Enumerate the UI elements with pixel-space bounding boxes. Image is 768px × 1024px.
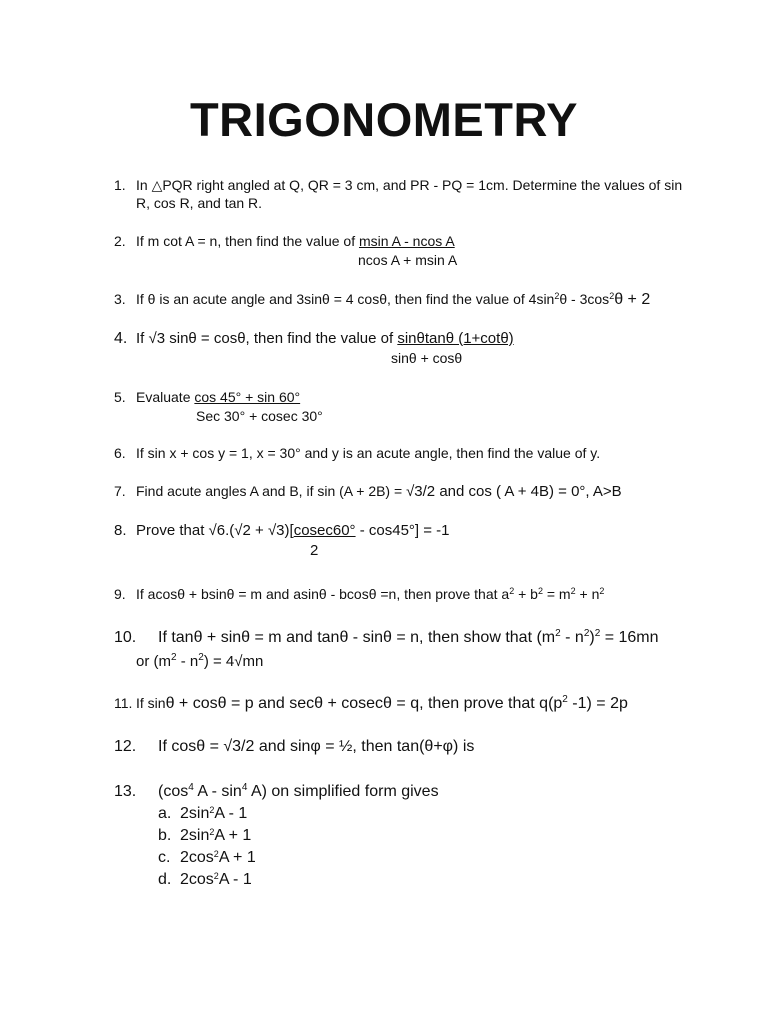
superscript: 2 xyxy=(599,586,605,596)
superscript: 2 xyxy=(594,628,601,639)
question-number: 11. xyxy=(114,695,133,711)
question-number: 8. xyxy=(114,522,127,539)
superscript: 2 xyxy=(213,849,219,859)
question-number: 7. xyxy=(114,483,126,499)
question-text: If √3 sinθ = cosθ, then find the value of xyxy=(136,330,398,347)
question-text-part: - n xyxy=(176,653,199,670)
superscript: 2 xyxy=(555,628,561,639)
question-text-part: √3/2 and cos ( A + 4B) = 0°, A>B xyxy=(406,483,622,500)
fraction-numerator: sinθtanθ (1+cotθ) xyxy=(397,330,514,347)
question-text-part: ) = 4√mn xyxy=(203,653,264,670)
question-number: 2. xyxy=(114,233,126,249)
option-text-part: A + 1 xyxy=(214,827,252,844)
option-c xyxy=(158,847,256,869)
question-text: If sin x + cos y = 1, x = 30° and y is an acute angle, then find the value of y. xyxy=(136,445,601,461)
question-text-part: A) on simplified form gives xyxy=(247,783,439,800)
fraction-numerator: msin A - ncos A xyxy=(358,233,455,249)
question-text-part: - n xyxy=(560,629,584,646)
question-text: If acosθ + bsinθ = m and asinθ - bcosθ =n, then prove that a xyxy=(136,586,510,602)
superscript: 2 xyxy=(570,586,576,596)
fraction-denominator: Sec 30° + cosec 30° xyxy=(196,408,323,424)
question-number: 1. xyxy=(114,177,126,193)
option-d xyxy=(158,869,252,891)
question-text-part: θ - 3cos xyxy=(559,291,610,307)
option-b xyxy=(158,825,252,847)
superscript: 2 xyxy=(198,652,204,663)
fraction-denominator: 2 xyxy=(310,542,319,559)
option-a xyxy=(158,803,248,825)
superscript: 2 xyxy=(209,805,215,815)
question-text: (cos xyxy=(158,783,189,800)
question-number: 6. xyxy=(114,445,126,461)
question-text-line2: or (m xyxy=(136,653,171,670)
option-text: 2cos xyxy=(180,871,214,888)
question-text-part: θ + 2 xyxy=(614,291,651,308)
question-text-part: + n xyxy=(575,586,600,602)
question-number: 13. xyxy=(114,783,137,800)
option-text: 2sin xyxy=(180,805,210,822)
question-text: Find acute angles A and B, if sin (A + 2B) = xyxy=(136,483,407,499)
option-letter: c. xyxy=(158,849,171,866)
question-text: Evaluate xyxy=(136,389,195,405)
question-text-part: + b xyxy=(514,586,538,602)
question-text: If θ is an acute angle and 3sinθ = 4 cosθ, then find the value of 4sin xyxy=(136,291,555,307)
question-text-part: -1) = 2p xyxy=(567,695,628,712)
superscript: 2 xyxy=(509,586,515,596)
question-text: If sin xyxy=(136,695,166,711)
option-letter: d. xyxy=(158,871,172,888)
option-letter: b. xyxy=(158,827,172,844)
fraction-denominator: sinθ + cosθ xyxy=(391,350,463,366)
option-text: 2cos xyxy=(180,849,214,866)
superscript: 2 xyxy=(537,586,543,596)
question-text: If tanθ + sinθ = m and tanθ - sinθ = n, then show that (m xyxy=(158,629,556,646)
superscript: 2 xyxy=(583,628,590,639)
option-text-part: A - 1 xyxy=(214,805,248,822)
page-title: TRIGONOMETRY xyxy=(189,93,579,146)
question-text: If cosθ = √3/2 and sinφ = ½, then tan(θ+φ) is xyxy=(158,738,475,755)
question-number: 12. xyxy=(114,738,137,755)
superscript: 4 xyxy=(241,782,248,793)
option-text: 2sin xyxy=(180,827,210,844)
question-text-part: = m xyxy=(542,586,571,602)
question-text-part: - cos45°] = -1 xyxy=(355,522,450,539)
superscript: 4 xyxy=(188,782,194,793)
question-text: In △PQR right angled at Q, QR = 3 cm, and PR - PQ = 1cm. Determine the values of sin xyxy=(136,177,683,193)
question-number: 10. xyxy=(114,629,137,646)
question-text-part: ) xyxy=(589,629,595,646)
superscript: 2 xyxy=(562,694,568,705)
option-letter: a. xyxy=(158,805,172,822)
fraction-numerator: cosec60° xyxy=(293,522,356,539)
superscript: 2 xyxy=(609,291,615,301)
question-number: 5. xyxy=(114,389,126,405)
question-text: Prove that √6.(√2 + √3)[ xyxy=(136,522,294,539)
question-number: 4. xyxy=(114,330,128,347)
question-number: 9. xyxy=(114,586,126,602)
superscript: 2 xyxy=(213,871,219,881)
question-text: If m cot A = n, then find the value of xyxy=(136,233,359,249)
superscript: 2 xyxy=(554,291,560,301)
option-text-part: A + 1 xyxy=(218,849,256,866)
question-text-part: θ + cosθ = p and secθ + cosecθ = q, then prove that q(p xyxy=(165,695,563,712)
question-text-line2: R, cos R, and tan R. xyxy=(136,195,263,211)
option-text-part: A - 1 xyxy=(218,871,252,888)
superscript: 2 xyxy=(209,827,215,837)
fraction-denominator: ncos A + msin A xyxy=(358,252,458,268)
superscript: 2 xyxy=(171,652,177,663)
question-text-part: = 16mn xyxy=(600,629,659,646)
question-number: 3. xyxy=(114,291,126,307)
question-text-part: A - sin xyxy=(193,783,242,800)
fraction-numerator: cos 45° + sin 60° xyxy=(194,389,301,405)
